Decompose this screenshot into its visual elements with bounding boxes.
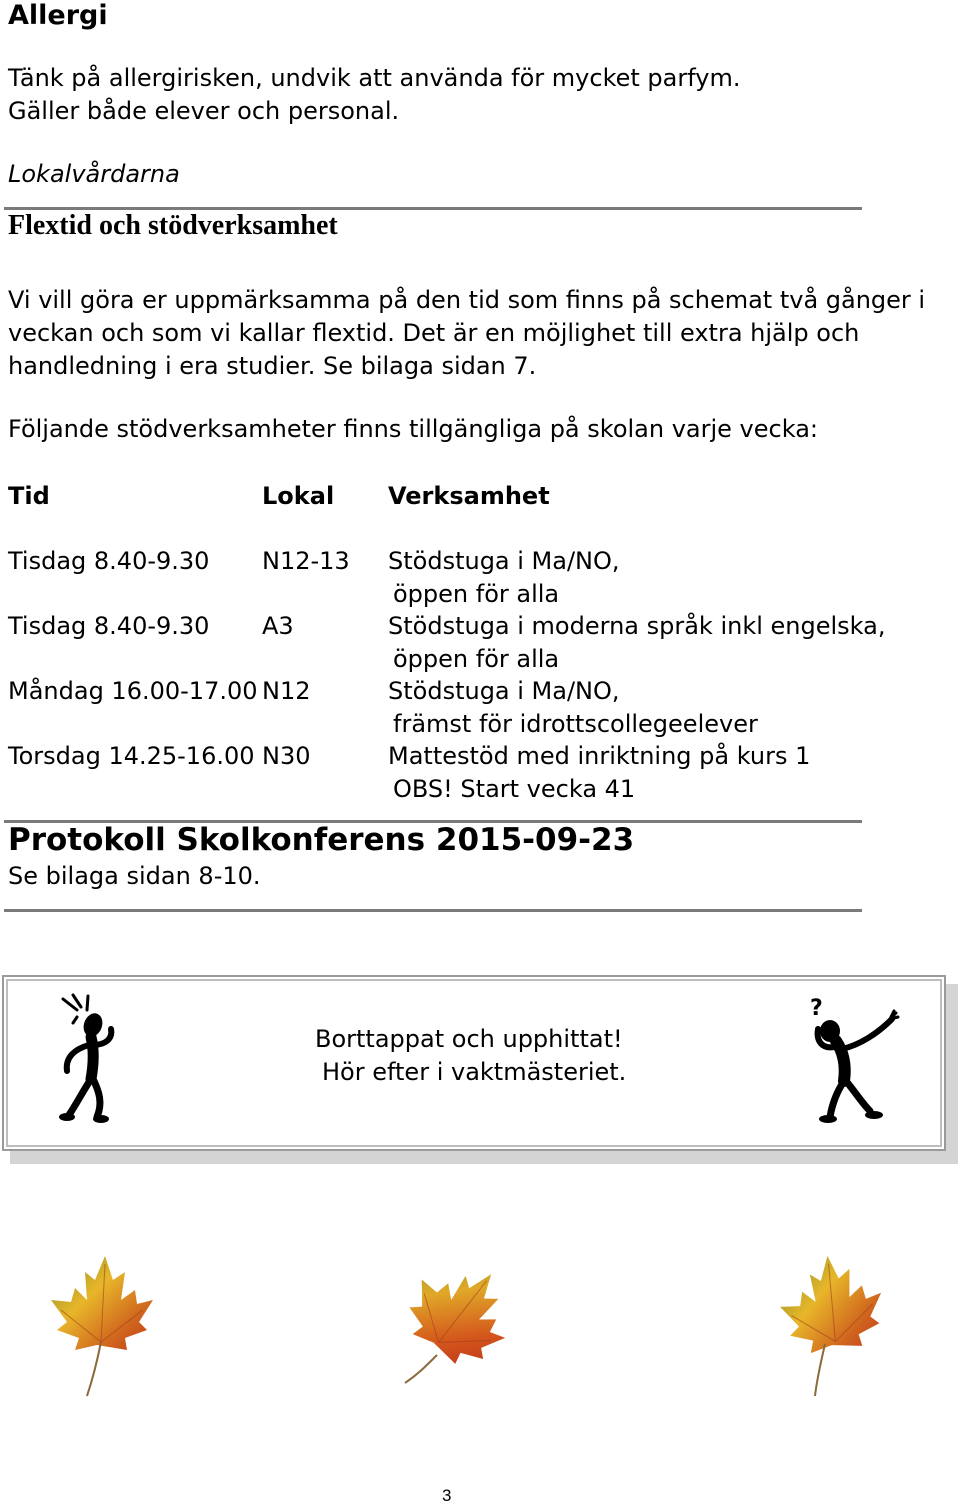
table-row-activity: Stödstuga i moderna språk inkl engelska,	[388, 612, 886, 640]
table-header-activity: Verksamhet	[388, 482, 550, 510]
flextid-line: Vi vill göra er uppmärksamma på den tid som finns på schemat två gånger i	[8, 286, 926, 314]
page-number: 3	[442, 1486, 452, 1505]
table-row-time: Torsdag 14.25-16.00	[8, 742, 255, 770]
table-row-note: öppen för alla	[393, 645, 560, 673]
flextid-line: veckan och som vi kallar flextid. Det är en möjlighet till extra hjälp och	[8, 319, 860, 347]
table-row-activity: Stödstuga i Ma/NO,	[388, 677, 620, 705]
table-header-room: Lokal	[262, 482, 335, 510]
protokoll-text: Se bilaga sidan 8-10.	[8, 862, 261, 890]
table-row-time: Måndag 16.00-17.00	[8, 677, 258, 705]
lost-found-line: Hör efter i vaktmästeriet.	[322, 1058, 627, 1086]
allergi-signature: Lokalvårdarna	[8, 160, 180, 188]
stick-figure-question-icon	[800, 993, 905, 1128]
table-row-room: N30	[262, 742, 311, 770]
allergi-text	[8, 62, 740, 128]
following-text: Följande stödverksamheter finns tillgängliga på skolan varje vecka:	[8, 415, 818, 443]
stick-figure-exclaim-icon	[55, 993, 130, 1128]
autumn-maple-leaf-icon	[775, 1250, 885, 1400]
flextid-heading: Flextid och stödverksamhet	[8, 210, 338, 241]
autumn-maple-leaf-icon	[45, 1250, 155, 1400]
table-row-activity: Mattestöd med inriktning på kurs 1	[388, 742, 811, 770]
lost-found-line: Borttappat och upphittat!	[315, 1025, 623, 1053]
table-row-activity: Stödstuga i Ma/NO,	[388, 547, 620, 575]
table-row-note: öppen för alla	[393, 580, 560, 608]
autumn-maple-leaf-icon	[395, 1255, 510, 1405]
flextid-line: handledning i era studier. Se bilaga sidan 7.	[8, 352, 537, 380]
flextid-text	[8, 284, 948, 383]
divider	[4, 909, 862, 912]
svg-text:?: ?	[810, 996, 823, 1021]
table-row-time: Tisdag 8.40-9.30	[8, 612, 210, 640]
table-header-time: Tid	[8, 482, 50, 510]
allergi-line: Gäller både elever och personal.	[8, 97, 400, 125]
table-row-room: N12	[262, 677, 311, 705]
allergi-heading: Allergi	[8, 0, 108, 31]
protokoll-heading: Protokoll Skolkonferens 2015-09-23	[8, 822, 635, 858]
table-row-room: A3	[262, 612, 294, 640]
table-row-room: N12-13	[262, 547, 350, 575]
lost-found-text	[315, 1023, 626, 1089]
table-row-note: OBS! Start vecka 41	[393, 775, 636, 803]
table-row-note: främst för idrottscollegeelever	[393, 710, 758, 738]
allergi-line: Tänk på allergirisken, undvik att använda för mycket parfym.	[8, 64, 741, 92]
table-row-time: Tisdag 8.40-9.30	[8, 547, 210, 575]
